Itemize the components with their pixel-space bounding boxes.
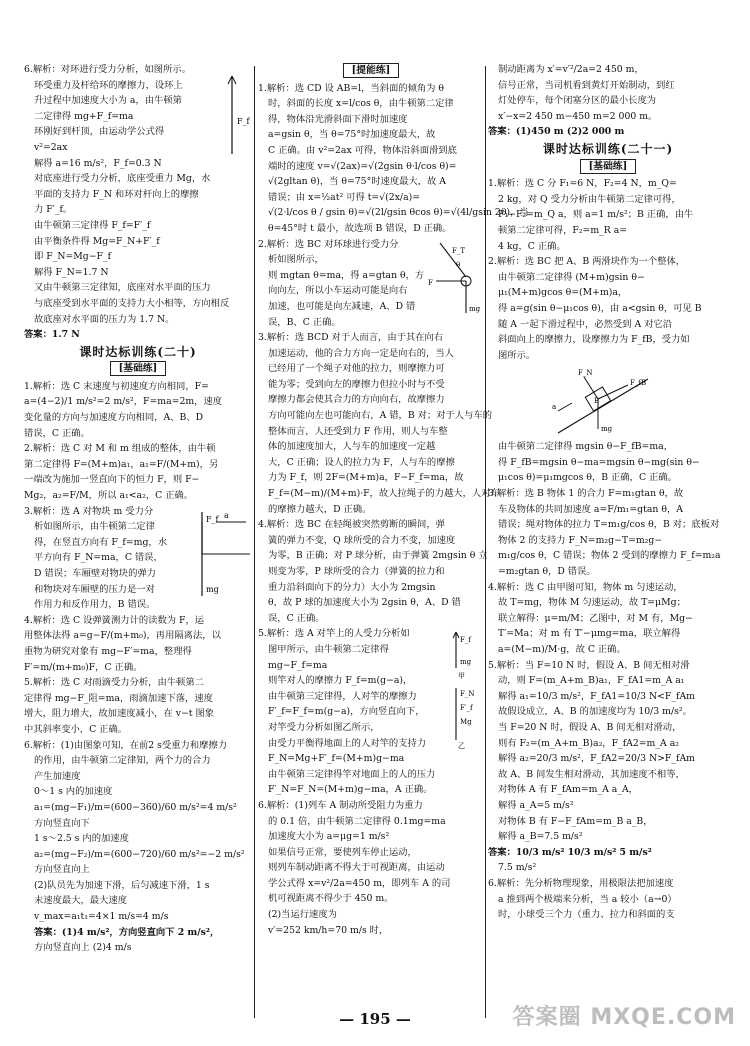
c3-line: 7.5 m/s²: [498, 862, 537, 874]
c2-line: θ=45°时 t 最小，故选项 B 错误，D 正确。: [268, 222, 452, 234]
c1-line: 方向竖直向上: [34, 864, 90, 876]
c1-line: 中其斜率变小，C 正确。: [24, 723, 128, 735]
c2-line: 的摩擦力越大，D 正确。: [268, 503, 372, 515]
c1-line: 3.解析：选 A 对物块 m 受力分: [24, 505, 154, 517]
fig-label: mg: [469, 304, 481, 313]
c2-line: √(2gltan θ)，当 θ=75°时速度最大，故 A: [268, 176, 446, 188]
c3-line: 5.解析：当 F=10 N 时，假设 A、B 间无相对滑: [488, 659, 690, 671]
c2-line: 已经用了一个绳子对他的拉力，则摩擦力可: [268, 363, 445, 375]
c2-line: mg−F_f=ma: [268, 659, 328, 671]
c1-answer: 答案：(1)4 m/s²，方向竖直向下 2 m/s²，: [34, 926, 220, 938]
c3-line: 3.解析：选 B 物体 1 的合力 F=m₁gtan θ，故: [488, 488, 684, 500]
c1-line: 与底座受到水平面的支持力大小相等，方向相反: [34, 297, 230, 309]
c3-line: 得 a=g(sin θ−μ₁cos θ)，由 a<gsin θ，可见 B: [498, 302, 702, 314]
c2-line: F_N=Mg+F′_f=(M+m)g−ma: [268, 753, 405, 765]
c1-line: 增大，阻力增大，故加速度减小，在 v−t 图象: [24, 708, 215, 720]
q2-block: [258, 237, 484, 331]
c2-line: 则列车制动距离不得大于可视距离，由运动: [268, 862, 445, 874]
c3-line: 对物体 B 有 F−F_fAm=m_B a_B，: [498, 815, 653, 827]
c3-line: 故 T=mg，物体 M 匀速运动，故 T=μMg；: [498, 597, 686, 609]
c2-line: 误，C 正确。: [268, 612, 325, 624]
c1-line: 即 F_N=Mg−F_f: [34, 251, 112, 263]
fig-label: Mg: [460, 718, 472, 727]
c3-line: 对物体 A 有 F_fAm=m_A a_A，: [498, 784, 638, 796]
c3-line: 联立解得：μ=m/M；乙图中，对 M 有，Mg−: [498, 612, 693, 624]
c2-line: 摩擦力都会使其合力的方向向右，故摩擦力: [268, 394, 445, 406]
c1-line: 方向竖直向上 (2)4 m/s: [34, 942, 132, 954]
c1-line: 错误，C 正确。: [24, 427, 90, 439]
c2-line: 得，物体沿光滑斜面下滑时加速度: [268, 113, 408, 125]
c3-line: 信号正常，当司机看到黄灯开始制动，到红: [498, 79, 675, 91]
c3-line: μ₁(M+m)gcos θ=(M+m)a，: [498, 287, 628, 299]
c1-line: 定律得 mg−F_阻=ma，雨滴加速下落，速度: [24, 692, 213, 704]
c1-line: 环刚好到杆顶，由运动学公式得: [34, 126, 165, 138]
c2-line: 重力沿斜面向下的分力）大小为 2mgsin: [268, 581, 436, 593]
c1-line: 对底座进行受力分析，底座受重力 Mg，水: [34, 173, 211, 185]
q5-force-diagram: [448, 628, 484, 752]
c1-line: (2)队员先为加速下滑，后匀减速下滑，1 s: [34, 879, 210, 891]
c1-line: 二定律得 mg+F_f=ma: [34, 110, 134, 122]
c1-line: 环受重力及杆给环的摩擦力，设环上: [34, 79, 183, 91]
c2-line: 3.解析：选 BCD 对于人而言，由于其在向右: [258, 332, 444, 344]
c2-line: √(2·l/cos θ / gsin θ)=√(2l/gsin θcos θ)=√(4l/gsin 2θ)，当: [268, 207, 529, 219]
section-tag-label: [基础练]: [580, 159, 637, 174]
c3-line: m₁g/cos θ，C 错误；物体 2 受到的摩擦力 F_f=m₂a: [498, 550, 721, 562]
column-divider: [254, 66, 255, 1018]
c2-line: 则竿对人的摩擦力 F_f=m(g−a)，: [268, 675, 413, 687]
c3-line: 车及物体的共同加速度 a=F/m₁=gtan θ，A: [498, 503, 683, 515]
section-tag: [24, 361, 252, 377]
c2-line: F′_N=F_N=(M+m)g−ma，A 正确。: [268, 784, 433, 796]
fig-label: F_N: [460, 690, 475, 699]
c3-line: 解得 a_B=7.5 m/s²: [498, 831, 583, 843]
c3-line: 2.解析：选 BC 把 A、B 两滑块作为一个整体，: [488, 256, 686, 268]
fig-label: B: [594, 397, 600, 406]
c2-line: 图甲所示，由牛顿第二定律得: [268, 643, 389, 655]
fig-label: a: [552, 403, 557, 412]
section-tag-label: [提能练]: [343, 63, 400, 78]
c3-line: 错误；绳对物体的拉力 T=m₁g/cos θ，B 对；底板对: [498, 519, 720, 531]
c2-line: 则变为零，P 球所受的合力（弹簧的拉力和: [268, 566, 445, 577]
c3-line: 4 kg，C 正确。: [498, 240, 566, 252]
fig-label: mg: [206, 584, 219, 594]
page-number-value: 195: [359, 1010, 391, 1028]
fig-label: θ: [456, 260, 461, 269]
c1-line: 升过程中加速度大小为 a，由牛顿第: [34, 95, 182, 107]
section-title: 课时达标训练(二十): [79, 344, 197, 359]
fig-label: a: [224, 510, 229, 520]
c1-line: 析如图所示，由牛顿第二定律: [34, 521, 155, 533]
c2-line: 对竿受力分析如图乙所示，: [268, 721, 380, 733]
c2-line: 整体而言，人还受到力 F 作用，则人与车整: [268, 425, 448, 437]
c3-line: 顿第二定律可得，F₂=m_R a=: [498, 224, 628, 236]
c1-line: 故底座对水平面的压力为 1.7 N。: [34, 313, 175, 325]
c3-line: 斜面向上的摩擦力，设摩擦力为 F_fB，受力如: [498, 334, 690, 346]
c1-line: D 错误；车厢壁对物块的弹力: [34, 568, 156, 579]
c1-line: 由平衡条件得 Mg=F_N+F′_f: [34, 235, 160, 247]
c1-line: 用整体法得 a=g−F/(m+m₀)，再用隔离法，以: [24, 630, 221, 642]
c3-line: 1.解析：选 C 分 F₁=6 N，F₂=4 N，m_Q=: [488, 178, 677, 190]
q3-force-svg: [194, 508, 252, 600]
c1-line: 又由牛顿第三定律知，底座对水平面的压力: [34, 282, 211, 294]
c2-line: 向向左，所以小车运动可能是向右: [268, 285, 408, 297]
c1-line: 1 s～2.5 s 内的加速度: [34, 833, 129, 845]
c1-line: 6.解析：对环进行受力分析，如图所示。: [24, 64, 191, 75]
c3-line: 制动距离为 x′=v′²/2a=2 450 m，: [498, 64, 644, 75]
c2-line: 如果信号正常，要使列车停止运动，: [268, 846, 417, 858]
q5-block: [258, 626, 484, 751]
section-title: 课时达标训练(二十一): [542, 141, 674, 156]
c2-line: 1.解析：选 CD 设 AB=l，当斜面的倾角为 θ: [258, 82, 445, 94]
c2-line: 时，斜面的长度 x=l/cos θ，由牛顿第二定律: [268, 98, 454, 110]
fig-label: mg: [601, 425, 613, 434]
ring-force-svg: [220, 70, 250, 160]
section-tag: [258, 63, 484, 79]
q2-force-svg: [426, 239, 484, 317]
c1-line: 1.解析：选 C 末速度与初速度方向相同，F=: [24, 380, 209, 392]
c1-line: 平面的支持力 F_N 和环对杆向上的摩擦: [34, 188, 199, 200]
c2-line: 析如图所示，: [268, 254, 324, 266]
c2-line: 机可视距离不得少于 450 m。: [268, 893, 394, 905]
c1-line: 末速度最大，最大速度: [34, 895, 127, 907]
c3-line: μ₁cos θ)=μ₁mgcos θ，B 正确，C 正确。: [498, 472, 677, 484]
fig-label: F: [428, 278, 433, 287]
c2-line: 5.解析：选 A 对竿上的人受力分析如: [258, 628, 410, 640]
c2-line: 由受力平衡得地面上的人对竿的支持力: [268, 737, 427, 749]
c1-line: 0～1 s 内的加速度: [34, 786, 113, 798]
c1-line: v²=2ax: [34, 141, 68, 153]
c3-line: a=(M−m)/M·g，故 C 正确。: [498, 644, 626, 655]
c2-line: 误，B、C 正确。: [268, 316, 341, 328]
c1-line: 解得 F_N=1.7 N: [34, 266, 109, 278]
c1-line: v_max=a₁t₁=4×1 m/s=4 m/s: [34, 911, 169, 923]
c2-line: 4.解析：选 BC 在轻绳被突然剪断的瞬间，弹: [258, 519, 445, 531]
c3-line: 图所示。: [498, 349, 536, 361]
page-number-dash-left: —: [339, 1010, 360, 1028]
c3-line: 解得 a₁=10/3 m/s²，F_fA1=10/3 N<F_fAm: [498, 690, 695, 702]
c1-line: 变化量的方向与加速度方向相同，A、B、D: [24, 412, 204, 424]
c1-line: 作用力和反作用力，B 错误。: [34, 599, 156, 611]
c2-line: 加速度大小为 a=μg=1 m/s²: [268, 831, 390, 843]
c3-line: 解得 a_A=5 m/s²: [498, 799, 574, 811]
ring-force-diagram: [220, 70, 250, 160]
fig-label: mg: [460, 658, 472, 667]
c2-line: 由牛顿第三定律得竿对地面上的人的压力: [268, 768, 436, 780]
c3-line: 得 F_fB=mgsin θ−ma=mgsin θ−mg(sin θ−: [498, 456, 700, 468]
c3-line: 则有 F₂=(m_A+m_B)a₂，F_fA2=m_A a₂: [498, 737, 679, 749]
c2-line: 力为 F_f，则 2F=(M+m)a，F−F_f=ma，故: [268, 472, 464, 484]
c2-line: (2)当运行速度为: [268, 909, 337, 921]
c2-line: 2.解析：选 BC 对环球进行受力分: [258, 238, 399, 250]
q5-force-svg: [448, 628, 484, 752]
page-number-dash-right: —: [390, 1010, 411, 1028]
c1-line: 解得 a=16 m/s²，F_f=0.3 N: [34, 157, 162, 169]
c3-line: 时，小球受三个力（重力、拉力和斜面的支: [498, 909, 675, 921]
c2-line: 方向可能向左也可能向右，A 错，B 对；对于人与车的: [268, 410, 492, 422]
c1-line: 6.解析：(1)由图象可知，在前2 s受重力和摩擦力: [24, 739, 228, 751]
c1-line: 第二定律得 F=(M+m)a₁，a₁=F/(M+m)，另: [24, 458, 219, 470]
c1-line: 2.解析：选 C 对 M 和 m 组成的整体，由牛顿: [24, 443, 216, 455]
q2-force-diagram: [426, 239, 484, 317]
column-left: [24, 62, 252, 956]
c3-line: a 推到两个极端来分析，当 a 较小（a→0）: [498, 893, 677, 905]
column-right: [488, 62, 728, 923]
fig-label: F_N: [578, 369, 593, 378]
c2-line: a=gsin θ，当 θ=75°时加速度最大，故: [268, 129, 436, 141]
section-tag: [488, 159, 728, 175]
fig-label: F′_f: [460, 704, 473, 713]
c2-line: 则 mgtan θ=ma，得 a=gtan θ，方: [268, 269, 425, 281]
c2-line: 由牛顿第三定律得，人对竿的摩擦力: [268, 690, 417, 702]
c2-line: 错误；由 x=½at² 可得 t=√(2x/a)=: [268, 191, 421, 203]
c3-line: 灯处停车，每个闭塞分区的最小长度为: [498, 95, 657, 107]
c3-line: 物体 2 的支持力 F_N=m₂g−T=m₂g−: [498, 534, 663, 546]
c2-line: 大，C 正确；设人的拉力为 F，人与车的摩擦: [268, 456, 455, 468]
c1-line: 5.解析：选 C 对雨滴受力分析，由牛顿第二: [24, 677, 204, 689]
c1-line: a₁=(mg−F₁)/m=(600−360)/60 m/s²=4 m/s²: [34, 801, 237, 813]
c3-line: 由牛顿第二定律得 (M+m)gsin θ−: [498, 271, 645, 283]
c3-line: 2 kg，对 Q 受力分析由牛顿第二定律可得，: [498, 193, 681, 205]
c2-line: 端时的速度 v=√(2ax)=√(2gsin θ·l/cos θ)=: [268, 160, 457, 172]
c2-line: 体的加速度加大，人与车的加速度一定越: [268, 441, 436, 453]
c3-line: x′−x=2 450 m−450 m=2 000 m。: [498, 110, 658, 122]
c1-line: 平方向有 F_N=ma，C 错误，: [34, 552, 163, 564]
c1-answer: 答案：1.7 N: [24, 329, 80, 341]
c1-line: 一端改为施加一竖直向下的恒力 F，则 F−: [24, 474, 200, 486]
fig-label: F_f: [206, 514, 219, 524]
c1-line: 方向竖直向下: [34, 817, 90, 829]
c1-line: 4.解析：选 C 设弹簧测力计的读数为 F，运: [24, 614, 205, 626]
c3-line: 解得 a₂=20/3 m/s²，F_fA2=20/3 N>F_fAm: [498, 753, 695, 765]
c3-line: 故假设成立，A、B 的加速度均为 10/3 m/s²。: [498, 706, 692, 718]
c1-line: F′=m/(m+m₀)F，C 正确。: [24, 661, 143, 673]
c3-line: 4.解析：选 C 由甲图可知，物体 m 匀速运动，: [488, 581, 683, 593]
c2-line: C 正确。由 v²=2ax 可得，物体沿斜面滑到底: [268, 144, 457, 156]
q2-block-svg: [488, 365, 728, 437]
c1-line: 由牛顿第三定律得 F_f=F′_f: [34, 219, 151, 231]
c1-line: 产生加速度: [34, 770, 81, 782]
c3-line: =m₂gtan θ，D 错误。: [498, 566, 596, 578]
c1-line: 重物为研究对象有 mg−F′=ma，整理得: [24, 645, 192, 657]
c2-line: 学公式得 x=v²/2a=450 m，即列车 A 的司: [268, 877, 451, 889]
c3-line: 动，则 F=(m_A+m_B)a₁，F_fA1=m_A a₁: [498, 675, 685, 687]
fig-label: F_f: [460, 636, 471, 645]
c1-line: a=(4−2)/1 m/s²=2 m/s²，F=ma=2m，速度: [24, 396, 223, 408]
c3-line: 故 A、B 间发生相对滑动，其加速度不相等，: [498, 768, 685, 780]
c2-line: 加速运动，他的合力方向一定是向右的，当人: [268, 347, 454, 359]
c2-line: v′=252 km/h=70 m/s 时，: [268, 924, 389, 936]
fig-label: F_f: [237, 117, 250, 126]
c2-line: 能为零；受到向左的摩擦力但拉小时与不受: [268, 378, 445, 390]
c3-line: 由牛顿第二定律得 mgsin θ−F_fB=ma，: [498, 441, 673, 453]
c3-answer: 答案：10/3 m/s² 10/3 m/s² 5 m/s²: [488, 846, 652, 858]
c1-line: 力 F′_f。: [34, 204, 73, 216]
fig-label: F_fB: [630, 379, 647, 388]
c3-line: 随 A 一起下滑过程中，必然受到 A 对它沿: [498, 318, 672, 330]
c1-line: 得，在竖直方向有 F_f=mg，水: [34, 536, 168, 548]
c3-line: F₁−F₂=m_Q a，则 a=1 m/s²；B 正确，由牛: [498, 209, 694, 221]
fig-label: F_T: [452, 246, 466, 255]
c2-line: θ，故 P 球的加速度大小为 2gsin θ，A、D 错: [268, 597, 461, 609]
fig-label: 甲: [458, 672, 465, 681]
c2-line: 为零，B 正确；对 P 球分析，由于弹簧 2mgsin θ 立: [268, 550, 488, 562]
c3-line: 当 F=20 N 时，假设 A、B 间无相对滑动，: [498, 721, 682, 733]
c2-line: F′_f=F_f=m(g−a)，方向竖直向下，: [268, 706, 425, 718]
q3-force-diagram: [194, 508, 252, 600]
c3-line: T′=Ma；对 m 有 T′−μmg=ma，联立解得: [498, 628, 681, 640]
c1-line: a₂=(mg−F₂)/m=(600−720)/60 m/s²=−2 m/s²: [34, 848, 245, 860]
c1-line: 的作用，由牛顿第二定律知，两个力的合力: [34, 755, 211, 767]
q3-block: [24, 504, 252, 613]
c3-answer: 答案：(1)450 m (2)2 000 m: [488, 126, 625, 138]
c2-line: 的 0.1 倍，由牛顿第二定律得 0.1mg=ma: [268, 815, 446, 827]
fig-label: 乙: [458, 742, 465, 751]
q2-block-diagram: [488, 365, 728, 437]
c2-line: 6.解析：(1)列车 A 制动所受阻力为重力: [258, 799, 423, 811]
c1-line: 和物块对车厢壁的压力是一对: [34, 583, 155, 595]
c2-line: F_f=(M−m)/(M+m)·F，故人拉绳子的力越大，人对车: [268, 488, 500, 500]
c2-line: 簧的弹力不变，Q 球所受的合力不变，加速度: [268, 534, 456, 546]
watermark-logo: 答案圈 MXQE.COM: [512, 1005, 736, 1030]
c1-line: Mg₂，a₂=F/M，所以 a₁<a₂，C 正确。: [24, 490, 194, 502]
section-tag-label: [基础练]: [110, 361, 167, 376]
c2-line: 加速，也可能是向左减速，A、D 错: [268, 300, 416, 312]
c3-line: 6.解析：先分析物理现象，用极限法把加速度: [488, 877, 674, 889]
